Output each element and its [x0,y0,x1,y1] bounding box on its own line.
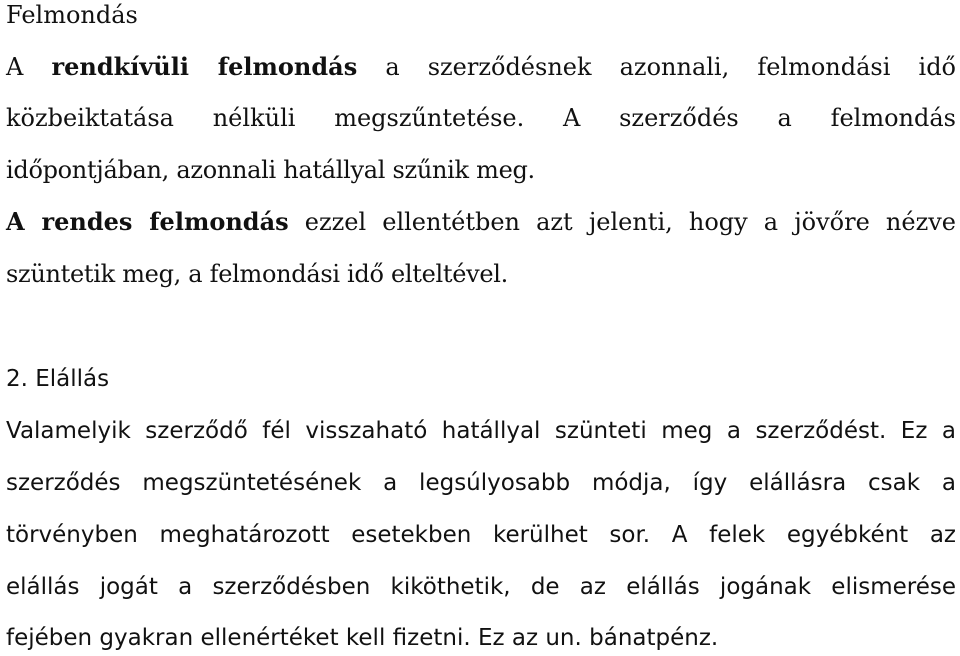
bold-term-rendes-felmondas: A rendes felmondás [6,207,289,236]
paragraph-line: közbeiktatása nélküli megszűntetése. A szerződés a felmondás [6,104,956,132]
paragraph-line: fejében gyakran ellenértéket kell fizetni. Ez az un. bánatpénz. [6,625,719,651]
text-run: A [6,53,24,81]
text-run: a szerződésnek azonnali, felmondási idő [385,53,957,81]
paragraph-line: szerződés megszüntetésének a legsúlyosabb módja, így elállásra csak a [6,470,956,496]
paragraph-line: Valamelyik szerződő fél visszaható hatállyal szünteti meg a szerződést. Ez a [6,418,956,444]
paragraph-line [6,207,956,237]
text-run: ezzel ellentétben azt jelenti, hogy a jövőre nézve [304,208,956,236]
bold-term-rendkivuli-felmondas: rendkívüli felmondás [51,52,358,81]
section-heading-elallas: 2. Elállás [6,366,110,392]
paragraph-line: időpontjában, azonnali hatállyal szűnik meg. [6,156,535,184]
paragraph-line: törvényben meghatározott esetekben kerülhet sor. A felek egyébként az [6,522,956,548]
paragraph-line [6,52,956,82]
paragraph-line: elállás jogát a szerződésben kiköthetik, de az elállás jogának elismerése [6,574,956,600]
paragraph-line: szüntetik meg, a felmondási idő elteltével. [6,260,508,288]
section-heading-felmondas: Felmondás [6,1,138,29]
